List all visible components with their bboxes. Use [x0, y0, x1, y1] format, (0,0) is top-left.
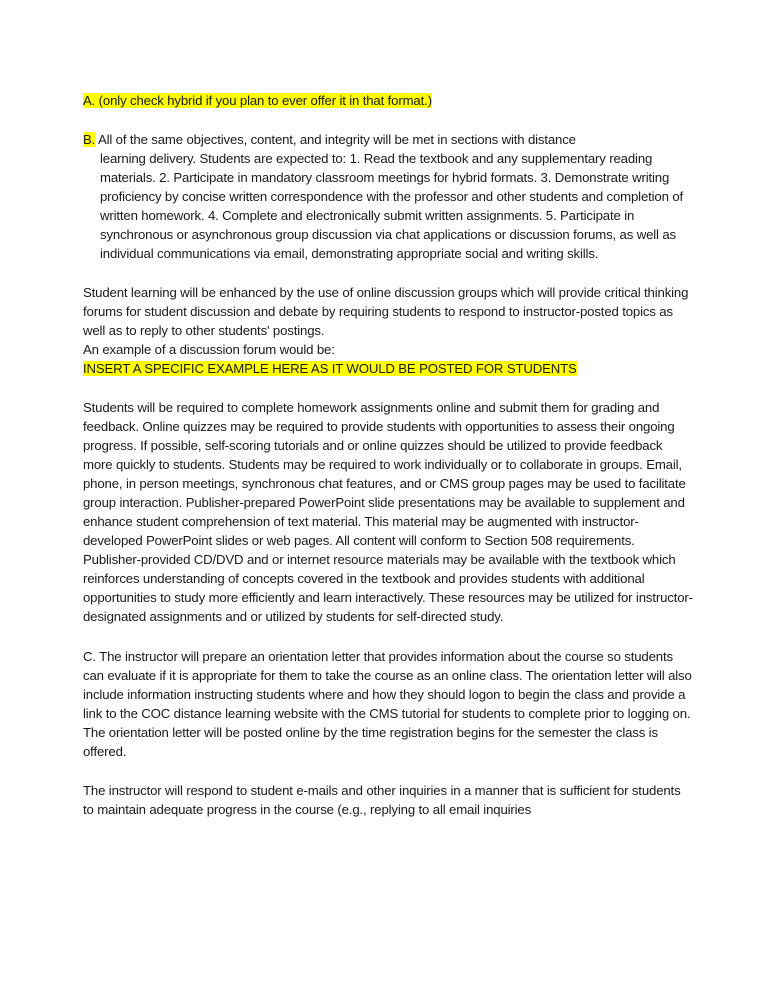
section-a-label: A.: [83, 93, 96, 108]
response-paragraph: The instructor will respond to student e-mails and other inquiries in a manner that is sufficient for students to maintain adequate progress in the course (e.g., replying to all email inquiries: [83, 783, 681, 817]
homework-paragraph: Students will be required to complete homework assignments online and submit them for grading and feedback. Online quizzes may be required to provide students with opportunities to assess their ongoing progress. If possible, self-scoring tutorials and or online quizzes should be utilized to provide feedback more quickly to students. Students may be required to work individually or to collaborate in groups. Email, phone, in person meetings, synchronous chat features, and or CMS group pages may be used to facilitate group interaction. Publisher-prepared PowerPoint slide presentations may be available to supplement and enhance student comprehension of text material. This material may be augmented with instructor-developed PowerPoint slides or web pages. All content will conform to Section 508 requirements. Publisher-provided CD/DVD and or internet resource materials may be available with the textbook which reinforces understanding of concepts covered in the textbook and provides students with additional opportunities to study more efficiently and learn interactively. These resources may be utilized for instructor-designated assignments and or utilized by students for self-directed study.: [83, 400, 693, 624]
section-a-highlight: [83, 93, 432, 108]
section-b-first-line: [83, 130, 693, 149]
section-c: C. The instructor will prepare an orientation letter that provides information about the course so students can evaluate if it is appropriate for them to take the course as an online class. The orientation letter will also include information instructing students where and how they should logon to begin the class and provide a link to the COC distance learning website with the CMS tutorial for students to complete prior to logging on. The orientation letter will be posted online by the time registration begins for the semester the class is offered.: [83, 649, 692, 759]
section-b: [83, 130, 693, 263]
discussion-example-intro: An example of a discussion forum would be:: [83, 342, 335, 357]
discussion-paragraph: [83, 283, 693, 378]
section-b-label: B.: [83, 132, 96, 147]
section-a: [83, 91, 693, 110]
section-b-body: learning delivery. Students are expected to: 1. Read the textbook and any supplementary reading materials. 2. Participate in mandatory classroom meetings for hybrid formats. 3. Demonstrate writing proficiency by concise written correspondence with the professor and other students and completion of written homework. 4. Complete and electronically submit written assignments. 5. Participate in synchronous or asynchronous group discussion via chat applications or discussion forums, as well as individual communications via email, demonstrating appropriate social and writing skills.: [100, 151, 684, 261]
discussion-example-placeholder-line: [83, 359, 693, 378]
section-a-text: (only check hybrid if you plan to ever offer it in that format.): [95, 93, 432, 108]
discussion-text: Student learning will be enhanced by the use of online discussion groups which will provide critical thinking forums for student discussion and debate by requiring students to respond to instructor-posted topics as well as to reply to other students' postings.: [83, 285, 689, 338]
document-page: [83, 91, 693, 819]
section-b-first-line-text: All of the same objectives, content, and integrity will be met in sections with distance: [95, 132, 576, 147]
discussion-example-placeholder: INSERT A SPECIFIC EXAMPLE HERE AS IT WOULD BE POSTED FOR STUDENTS: [83, 361, 577, 376]
